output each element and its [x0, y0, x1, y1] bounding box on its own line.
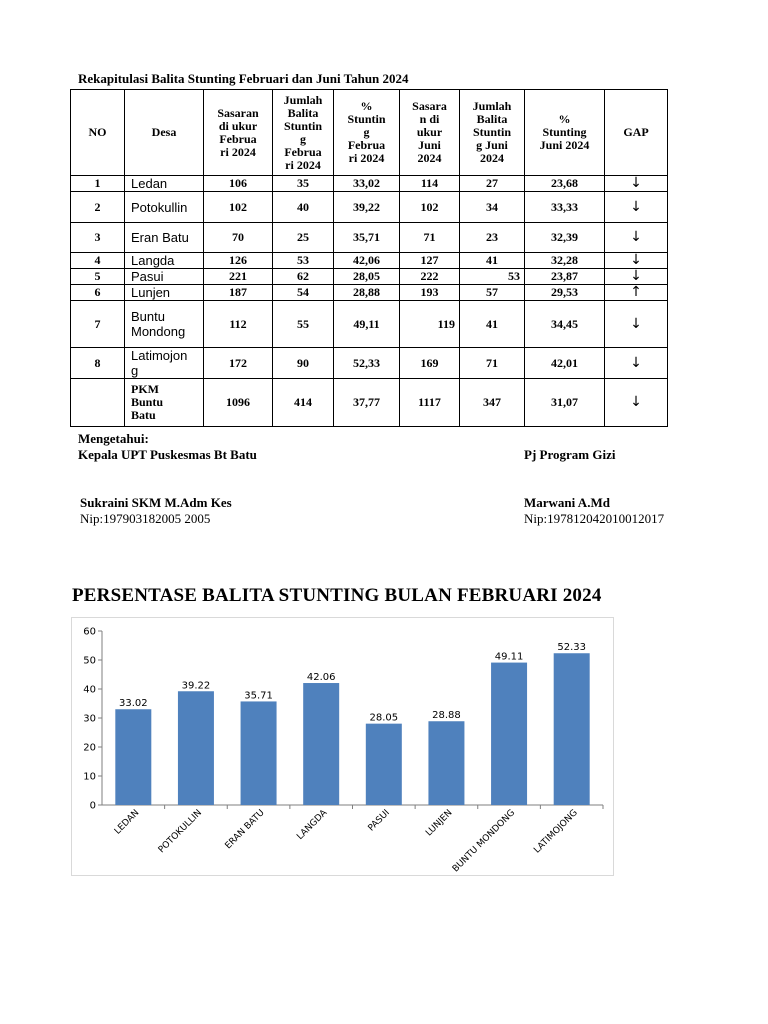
cell-jml-jun: 41: [460, 301, 525, 348]
cell-jml-jun: 34: [460, 192, 525, 223]
cell-jml-jun: 23: [460, 223, 525, 253]
data-label: 28.05: [369, 712, 399, 724]
cell-no: 7: [71, 301, 125, 348]
cell-sas-jun: 71: [400, 223, 460, 253]
table-header-row: [71, 90, 668, 176]
cell-jml-jun: 71: [460, 348, 525, 379]
bar: [554, 653, 590, 805]
header-pct-feb: % Stuntin g Februa ri 2024: [334, 90, 400, 176]
x-tick-label: LATIMOJONG: [532, 808, 580, 856]
chart-title: PERSENTASE BALITA STUNTING BULAN FEBRUARI 2024: [72, 585, 602, 606]
cell-jml-jun: 27: [460, 176, 525, 192]
x-tick-label: BUNTU MONDONG: [450, 808, 518, 875]
x-tick-label: ERAN BATU: [223, 808, 267, 852]
cell-pct-feb: 42,06: [334, 253, 400, 269]
header-sasaran-jun: Sasara n di ukur Juni 2024: [400, 90, 460, 176]
cell-sas-jun: 1117: [400, 379, 460, 427]
cell-sas-feb: 187: [204, 285, 273, 301]
cell-sas-jun: 114: [400, 176, 460, 192]
recap-table: [70, 89, 668, 427]
cell-no: [71, 379, 125, 427]
right-signer-nip: Nip:197812042010012017: [524, 511, 665, 526]
cell-gap: ↓: [605, 176, 668, 192]
data-label: 39.22: [181, 680, 211, 692]
cell-pct-jun: 23,68: [525, 176, 605, 192]
cell-no: 2: [71, 192, 125, 223]
table-row: [71, 348, 668, 379]
cell-pct-feb: 28,05: [334, 269, 400, 285]
left-signer-name: Sukraini SKM M.Adm Kes: [80, 495, 232, 510]
cell-gap: ↓: [605, 253, 668, 269]
left-signer-nip: Nip:197903182005 2005: [80, 511, 211, 526]
header-jumlah-feb: Jumlah Balita Stuntin g Februa ri 2024: [273, 90, 334, 176]
cell-desa: Pasui: [125, 269, 204, 285]
cell-jml-feb: 53: [273, 253, 334, 269]
cell-desa: Eran Batu: [125, 223, 204, 253]
cell-no: 4: [71, 253, 125, 269]
data-label: 42.06: [306, 672, 336, 684]
right-signer-role: Pj Program Gizi: [524, 447, 616, 462]
y-tick-label: 10: [83, 771, 96, 783]
cell-sas-feb: 106: [204, 176, 273, 192]
table-row: [71, 269, 668, 285]
header-gap: GAP: [605, 90, 668, 176]
table-row: [71, 223, 668, 253]
bar: [491, 663, 527, 805]
x-tick-label: LEDAN: [112, 808, 142, 837]
cell-gap: ↓: [605, 348, 668, 379]
cell-gap: ↑: [605, 285, 668, 301]
chart-container: [71, 617, 614, 876]
cell-gap: ↓: [605, 379, 668, 427]
cell-sas-jun: 222: [400, 269, 460, 285]
cell-sas-jun: 193: [400, 285, 460, 301]
cell-pct-jun: 33,33: [525, 192, 605, 223]
cell-jml-feb: 62: [273, 269, 334, 285]
cell-pct-feb: 52,33: [334, 348, 400, 379]
cell-jml-feb: 40: [273, 192, 334, 223]
x-tick-label: LANGDA: [295, 808, 330, 843]
cell-sas-jun: 127: [400, 253, 460, 269]
cell-sas-feb: 112: [204, 301, 273, 348]
data-label: 35.71: [244, 690, 273, 702]
cell-jml-feb: 35: [273, 176, 334, 192]
header-sasaran-feb: Sasaran di ukur Februa ri 2024: [204, 90, 273, 176]
header-desa: Desa: [125, 90, 204, 176]
table-row: [71, 285, 668, 301]
y-tick-label: 40: [83, 684, 96, 696]
cell-sas-feb: 102: [204, 192, 273, 223]
cell-pct-feb: 35,71: [334, 223, 400, 253]
y-tick-label: 60: [83, 626, 96, 638]
cell-jml-jun: 57: [460, 285, 525, 301]
cell-no: 6: [71, 285, 125, 301]
cell-sas-jun: 102: [400, 192, 460, 223]
cell-pct-jun: 31,07: [525, 379, 605, 427]
cell-gap: ↓: [605, 301, 668, 348]
cell-sas-feb: 1096: [204, 379, 273, 427]
table-row: [71, 301, 668, 348]
cell-desa: Ledan: [125, 176, 204, 192]
mengetahui-label: Mengetahui:: [78, 431, 149, 446]
cell-pct-jun: 32,28: [525, 253, 605, 269]
data-label: 52.33: [557, 642, 587, 654]
cell-jml-jun: 53: [460, 269, 525, 285]
cell-pct-feb: 39,22: [334, 192, 400, 223]
cell-jml-jun: 347: [460, 379, 525, 427]
table-row: [71, 192, 668, 223]
bar: [366, 724, 402, 805]
cell-pct-feb: 33,02: [334, 176, 400, 192]
data-label: 28.88: [432, 710, 461, 722]
cell-gap: ↓: [605, 269, 668, 285]
cell-no: 1: [71, 176, 125, 192]
cell-pct-jun: 29,53: [525, 285, 605, 301]
cell-no: 3: [71, 223, 125, 253]
cell-pct-jun: 42,01: [525, 348, 605, 379]
table-title: Rekapitulasi Balita Stunting Februari dan Juni Tahun 2024: [78, 71, 409, 86]
bar: [428, 721, 464, 805]
cell-sas-feb: 70: [204, 223, 273, 253]
cell-sas-feb: 221: [204, 269, 273, 285]
cell-desa: Lunjen: [125, 285, 204, 301]
cell-desa: Latimojon g: [125, 348, 204, 379]
data-label: 33.02: [118, 698, 148, 710]
bar: [303, 683, 339, 805]
bar: [241, 701, 277, 805]
header-jumlah-jun: Jumlah Balita Stuntin g Juni 2024: [460, 90, 525, 176]
cell-pct-jun: 23,87: [525, 269, 605, 285]
bar: [178, 691, 214, 805]
cell-pct-feb: 49,11: [334, 301, 400, 348]
y-tick-label: 20: [83, 742, 96, 754]
cell-desa: Potokullin: [125, 192, 204, 223]
cell-jml-feb: 25: [273, 223, 334, 253]
cell-sas-feb: 126: [204, 253, 273, 269]
y-tick-label: 0: [89, 800, 96, 812]
right-signer-name: Marwani A.Md: [524, 495, 610, 510]
left-signer-role: Kepala UPT Puskesmas Bt Batu: [78, 447, 257, 462]
table-row: [71, 176, 668, 192]
table-row: [71, 253, 668, 269]
cell-jml-feb: 54: [273, 285, 334, 301]
cell-pct-jun: 32,39: [525, 223, 605, 253]
cell-no: 8: [71, 348, 125, 379]
cell-desa: Buntu Mondong: [125, 301, 204, 348]
cell-sas-feb: 172: [204, 348, 273, 379]
cell-jml-feb: 414: [273, 379, 334, 427]
data-label: 49.11: [494, 651, 524, 663]
cell-desa: PKM Buntu Batu: [125, 379, 204, 427]
cell-jml-feb: 55: [273, 301, 334, 348]
x-tick-label: POTOKULLIN: [156, 808, 205, 856]
cell-pct-feb: 37,77: [334, 379, 400, 427]
cell-sas-jun: 119: [400, 301, 460, 348]
cell-pct-jun: 34,45: [525, 301, 605, 348]
bar: [115, 709, 151, 805]
cell-sas-jun: 169: [400, 348, 460, 379]
cell-gap: ↓: [605, 223, 668, 253]
y-tick-label: 30: [83, 713, 96, 725]
bar-chart: [72, 618, 613, 875]
header-pct-jun: % Stunting Juni 2024: [525, 90, 605, 176]
x-tick-label: PASUI: [366, 808, 392, 834]
cell-pct-feb: 28,88: [334, 285, 400, 301]
cell-jml-jun: 41: [460, 253, 525, 269]
cell-gap: ↓: [605, 192, 668, 223]
cell-desa: Langda: [125, 253, 204, 269]
cell-no: 5: [71, 269, 125, 285]
cell-jml-feb: 90: [273, 348, 334, 379]
table-total-row: [71, 379, 668, 427]
y-tick-label: 50: [83, 655, 96, 667]
x-tick-label: LUNJEN: [424, 808, 455, 839]
header-no: NO: [71, 90, 125, 176]
